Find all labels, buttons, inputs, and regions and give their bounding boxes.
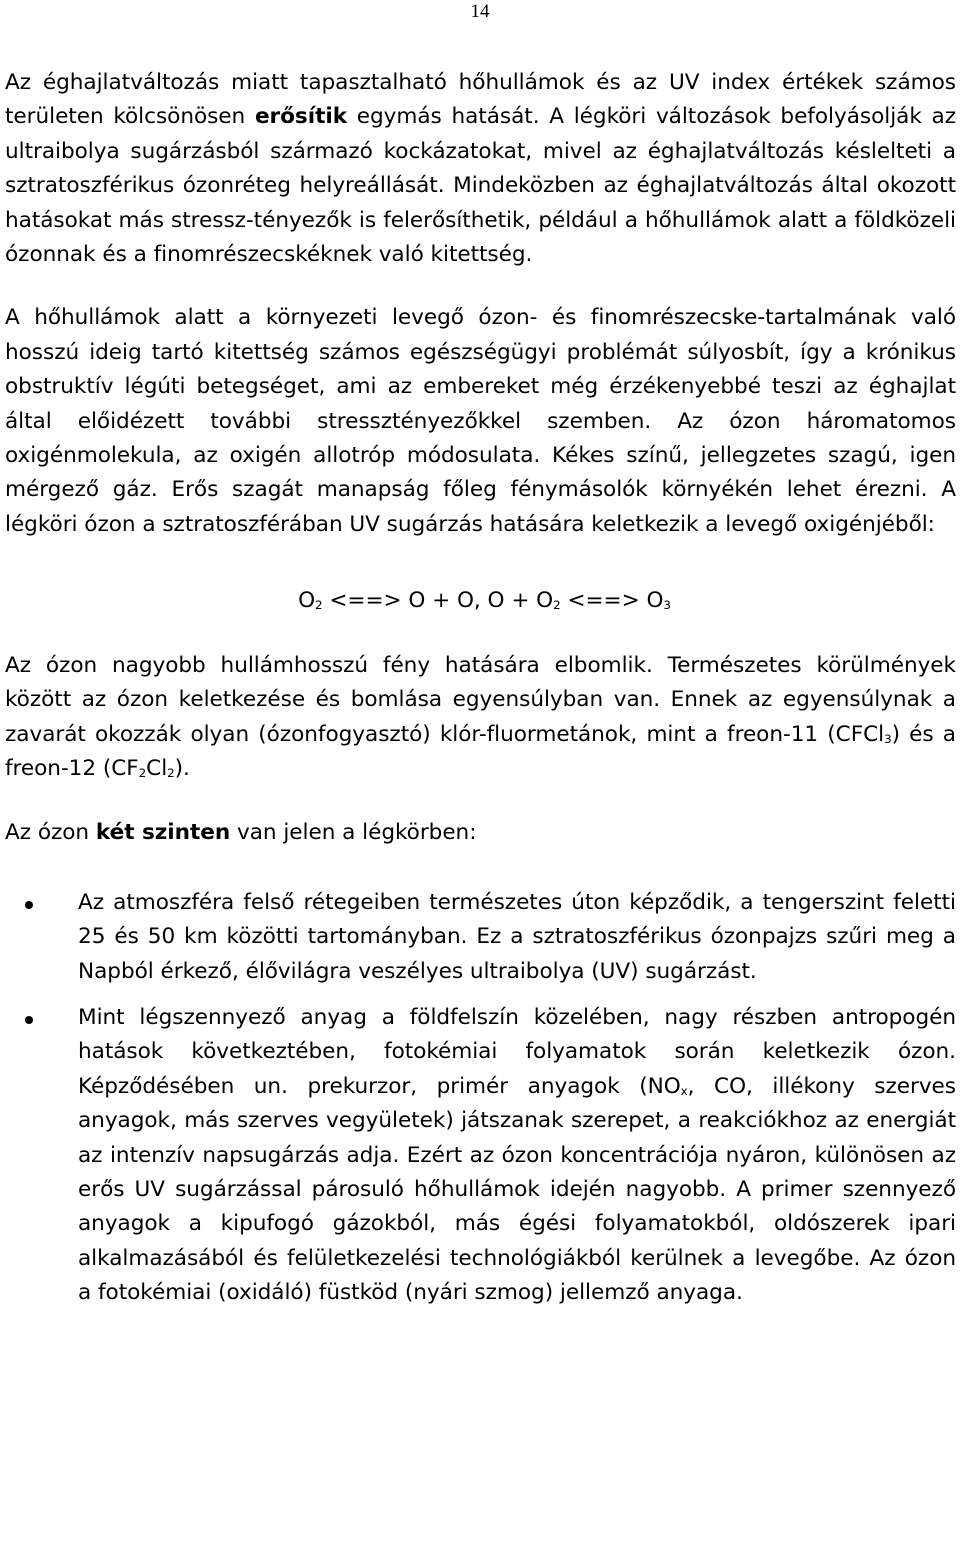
paragraph-text: van jelen a légkörben: <box>230 820 477 846</box>
paragraph-two-levels <box>5 816 956 850</box>
list-item-text: Az atmoszféra felső rétegeiben természetes úton képződik, a tengerszint feletti 25 és 50 km közötti tartományban. Ez a sztratoszférikus ózonpajzs szűri meg a Napból érkező, élővilágra veszélyes ultraibolya (UV) sugárzást. <box>78 889 956 984</box>
paragraph-text: Cl <box>146 755 168 781</box>
paragraph-text: egymás hatását. A légköri változások befolyásolják az ultraibolya sugárzásból származó kockázatokat, mivel az éghajlatváltozás késlelteti a sztratoszférikus ózonréteg helyreállását. Mindeközben az éghajlatváltozás által okozott hatásokat más stressz-tényezők is felerősíthetik, például a hőhullámok alatt a földközeli ózonnak és a finomrészecskéknek való kitettség. <box>5 104 956 268</box>
chem-subscript: 2 <box>138 765 147 780</box>
paragraph-ozone-exposure: A hőhullámok alatt a környezeti levegő ózon- és finomrészecske-tartalmának való hosszú ideig tartó kitettség számos egészségügyi problémát súlyosbít, így a krónikus obstruktív légúti betegséget, ami az embereket még érzékenyebbé teszi az éghajlat által előidézett további stressztényezőkkel szemben. Az ózon háromatomos oxigénmolekula, az oxigén allotróp módosulata. Kékes színű, jellegzetes szagú, igen mérgező gáz. Erős szagát manapság főleg fénymásolók környékén lehet érezni. A légköri ózon a sztratoszférában UV sugárzás hatására keletkezik a levegő oxigénjéből: <box>5 305 956 537</box>
paragraph-ozone-decomposition <box>5 649 956 787</box>
formula-text: O <box>298 588 316 614</box>
formula-subscript: 3 <box>663 598 671 613</box>
chem-subscript: x <box>680 1083 688 1098</box>
bold-term-ket-szinten: két szinten <box>95 820 231 846</box>
paragraph-heatwaves-uv <box>5 66 956 272</box>
formula-text: <==> O + O, O + O <box>322 588 554 614</box>
page-number: 14 <box>470 1 490 22</box>
list-item-text: , CO, illékony szerves anyagok, más szerves vegyületek) játszanak szerepet, a reakciókhoz az energiát az intenzív napsugárzás adja. Ezért az ózon koncentrációja nyáron, különösen az erős UV sugárzással párosuló hőhullámok idején nagyobb. A primer szennyező anyagok a kipufogó gázokból, más égési folyamatokból, oldószerek ipari alkalmazásából és felületkezelési technológiákból kerülnek a levegőbe. Az ózon a fotokémiai (oxidáló) füstköd (nyári szmog) jellemző anyaga. <box>78 1073 956 1306</box>
ozone-levels-list <box>5 886 956 1311</box>
paragraph-text: Az ózon nagyobb hullámhosszú fény hatására elbomlik. Természetes körülmények között az ózon keletkezése és bomlása egyensúlyban van. Ennek az egyensúlynak a zavarát okozzák olyan (ózonfogyasztó) klór-fluormetánok, mint a freon-11 (CFCl <box>5 652 956 747</box>
paragraph-text: ). <box>174 755 190 781</box>
document-body <box>5 66 956 1323</box>
list-item-ground-level-ozone <box>5 1001 956 1311</box>
formula-subscript: 2 <box>315 598 323 613</box>
paragraph-text: Az ózon <box>5 820 96 846</box>
bold-term-erositik: erősítik <box>254 104 348 130</box>
bullet-icon <box>25 901 33 909</box>
formula-text: <==> O <box>560 588 664 614</box>
paragraph-text: ) és a freon-12 (CF <box>5 721 956 781</box>
paragraph-text: Az éghajlatváltozás miatt tapasztalható hőhullámok és az UV index értékek számos területen kölcsönösen <box>5 70 956 130</box>
list-item-text: Mint légszennyező anyag a földfelszín közelében, nagy részben antropogén hatások következtében, fotokémiai folyamatok során keletkezik ózon. Képződésében un. prekurzor, primér anyagok (NO <box>78 1004 956 1099</box>
bullet-icon <box>25 1016 33 1024</box>
formula-subscript: 2 <box>553 598 561 613</box>
list-item-stratospheric-ozone <box>5 886 956 989</box>
ozone-formation-formula <box>5 584 956 618</box>
chem-subscript: 3 <box>884 731 892 746</box>
chem-subscript: 2 <box>167 765 175 780</box>
